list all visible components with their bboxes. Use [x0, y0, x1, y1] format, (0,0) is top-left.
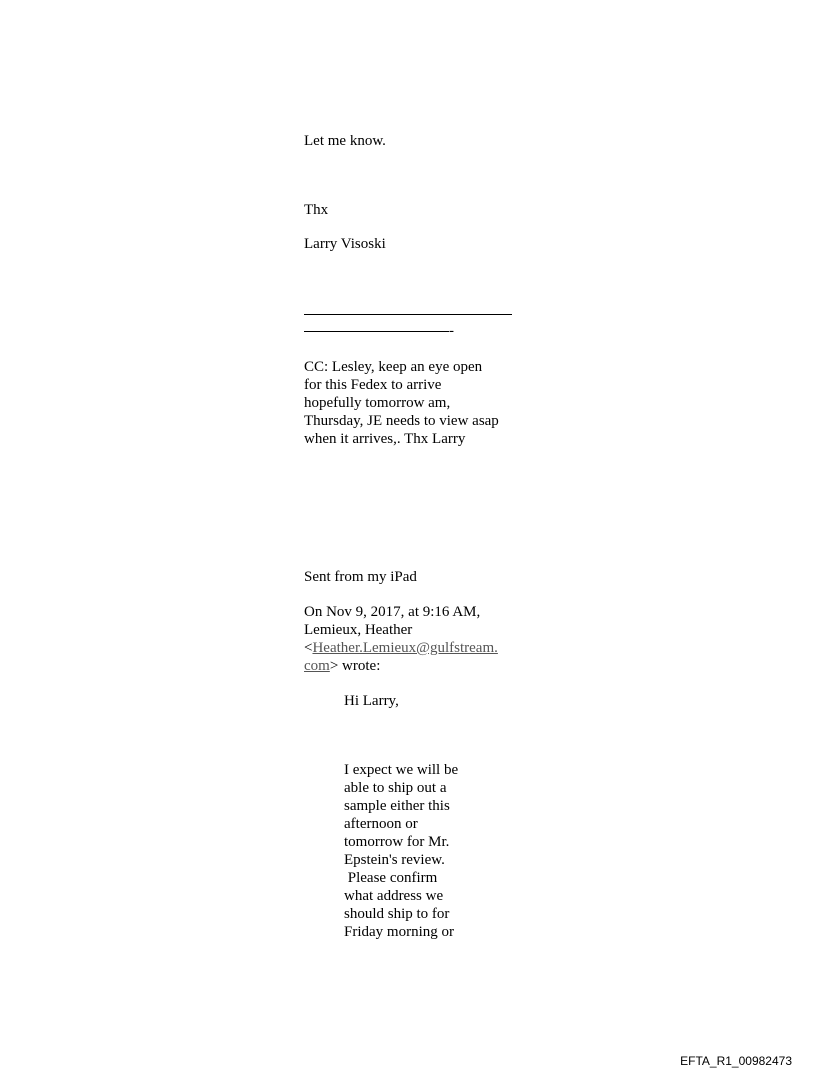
reply-header-email-cont [304, 657, 380, 675]
separator-line-1 [304, 314, 512, 315]
cc-note-line: CC: Lesley, keep an eye open [304, 359, 483, 375]
quoted-body-line: should ship to for [344, 906, 450, 922]
quoted-body-line: tomorrow for Mr. [344, 834, 450, 850]
quoted-body-line: afternoon or [344, 816, 418, 832]
quoted-body-line: able to ship out a [344, 780, 447, 796]
quoted-body-line: sample either this [344, 798, 450, 814]
quoted-body-line: I expect we will be [344, 762, 459, 778]
quoted-body-line: Friday morning or [344, 924, 454, 940]
document-id-footer: EFTA_R1_00982473 [680, 1054, 792, 1068]
separator-dash: - [449, 323, 454, 339]
quoted-greeting: Hi Larry, [344, 693, 399, 709]
reply-header-sender: Lemieux, Heather [304, 622, 413, 638]
email-open-bracket: < [304, 640, 313, 656]
sender-email-link[interactable]: Heather.Lemieux@gulfstream. [312, 640, 498, 656]
reply-header-date: On Nov 9, 2017, at 9:16 AM, [304, 604, 481, 620]
signature-name: Larry Visoski [304, 236, 386, 252]
quoted-body-line: Epstein's review. [344, 852, 445, 868]
separator-line-2 [304, 331, 449, 332]
sender-email-link-cont[interactable]: com [304, 658, 330, 674]
sent-from-line: Sent from my iPad [304, 569, 417, 585]
closing-line: Let me know. [304, 133, 386, 149]
cc-note-line: hopefully tomorrow am, [304, 395, 451, 411]
quoted-body-line: what address we [344, 888, 444, 904]
reply-header-email [304, 639, 498, 657]
cc-note-line: for this Fedex to arrive [304, 377, 442, 393]
wrote-suffix: > wrote: [329, 658, 381, 674]
quoted-body-line: Please confirm [344, 870, 438, 886]
cc-note-line: Thursday, JE needs to view asap [304, 413, 499, 429]
cc-note-line: when it arrives,. Thx Larry [304, 431, 466, 447]
thanks-line: Thx [304, 202, 329, 218]
